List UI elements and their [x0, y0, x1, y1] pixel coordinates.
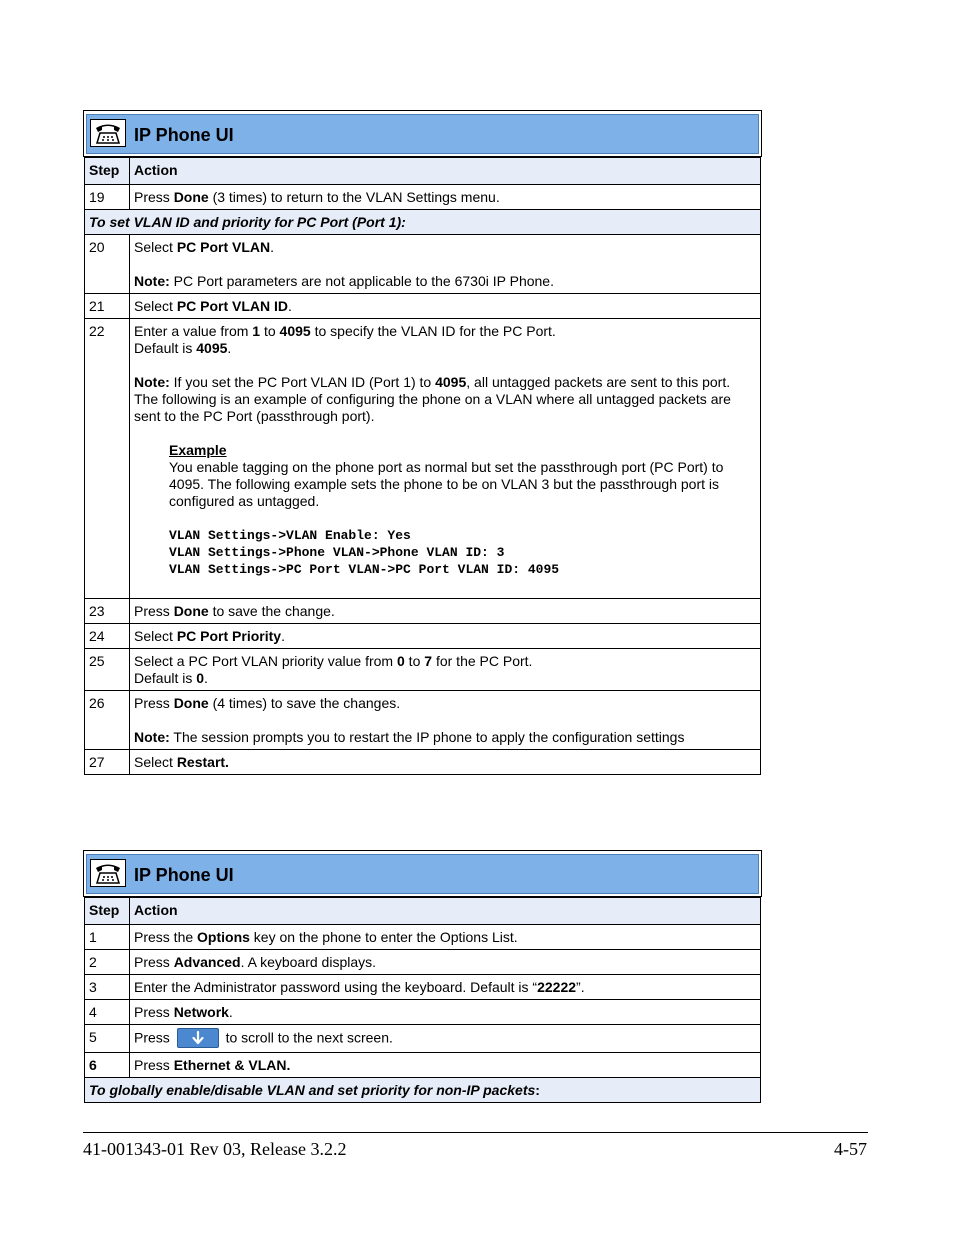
step-number: 25	[85, 649, 130, 691]
table-row	[85, 294, 761, 319]
table-row	[85, 1053, 761, 1078]
step-action: Select PC Port VLAN ID.	[130, 294, 761, 319]
code-line: VLAN Settings->VLAN Enable: Yes	[169, 528, 411, 543]
footer-doc-id: 41-001343-01 Rev 03, Release 3.2.2	[83, 1139, 347, 1159]
steps-table	[84, 897, 761, 1103]
code-line: VLAN Settings->PC Port VLAN->PC Port VLAN ID: 4095	[169, 562, 560, 577]
table-row	[85, 975, 761, 1000]
col-action: Action	[130, 158, 761, 185]
section-row	[85, 210, 761, 235]
col-step: Step	[85, 158, 130, 185]
step-action: Press to scroll to the next screen.	[130, 1025, 761, 1053]
table-row	[85, 319, 761, 599]
step-action: Press Advanced. A keyboard displays.	[130, 950, 761, 975]
step-number: 4	[85, 1000, 130, 1025]
step-action: Enter the Administrator password using the keyboard. Default is “22222”.	[130, 975, 761, 1000]
section-title: To globally enable/disable VLAN and set priority for non-IP packets:	[85, 1078, 761, 1103]
step-action: Press Network.	[130, 1000, 761, 1025]
phone-icon	[90, 119, 126, 147]
step-action: Press Done to save the change.	[130, 599, 761, 624]
page-number: 4-57	[834, 1139, 867, 1159]
step-action: Press Ethernet & VLAN.	[130, 1053, 761, 1078]
table-row	[85, 925, 761, 950]
table-row	[85, 750, 761, 775]
step-number: 1	[85, 925, 130, 950]
col-action: Action	[130, 898, 761, 925]
table-header-bar	[86, 854, 759, 894]
step-action: Select PC Port VLAN. Note: PC Port parameters are not applicable to the 6730i IP Phone.	[130, 235, 761, 294]
col-step: Step	[85, 898, 130, 925]
column-header-row	[85, 158, 761, 185]
table-row	[85, 599, 761, 624]
example-title: Example	[169, 442, 227, 458]
down-arrow-icon	[177, 1028, 219, 1048]
table-title: IP Phone UI	[134, 125, 234, 145]
step-number: 6	[85, 1053, 130, 1078]
step-number: 26	[85, 691, 130, 750]
table-row	[85, 649, 761, 691]
step-action: Enter a value from 1 to 4095 to specify the VLAN ID for the PC Port. Default is 4095. Note: If you set the PC Port VLAN ID (Port 1) to 4095, all untagged packets are sent to this port. The following is an example of configuring the phone on a VLAN where all untagged packets are sent to the PC Port (passthrough port). Example You enable tagging on the phone port as normal but set the passthrough port (PC Port) to 4095. The following example sets the phone to be on VLAN 3 but the passthrough port is configured as untagged. VLAN Settings->VLAN Enable: Yes VLAN Settings->Phone VLAN->Phone VLAN ID: 3 VLAN Settings->PC Port VLAN->PC Port VLAN ID: 4095	[130, 319, 761, 599]
code-line: VLAN Settings->Phone VLAN->Phone VLAN ID: 3	[169, 545, 505, 560]
steps-table	[84, 157, 761, 775]
step-number: 2	[85, 950, 130, 975]
example-block	[169, 442, 756, 595]
table-row	[85, 1000, 761, 1025]
step-action: Select a PC Port VLAN priority value from 0 to 7 for the PC Port. Default is 0.	[130, 649, 761, 691]
column-header-row	[85, 898, 761, 925]
step-number: 20	[85, 235, 130, 294]
example-text: You enable tagging on the phone port as normal but set the passthrough port (PC Port) to 4095. The following example sets the phone to be on VLAN 3 but the passthrough port is configured as untagged.	[169, 459, 724, 509]
step-number: 23	[85, 599, 130, 624]
procedure-table-2	[83, 850, 762, 1103]
table-row	[85, 1025, 761, 1053]
table-row	[85, 691, 761, 750]
table-header	[83, 110, 762, 157]
step-number: 19	[85, 185, 130, 210]
step-number: 27	[85, 750, 130, 775]
step-number: 24	[85, 624, 130, 649]
table-row	[85, 624, 761, 649]
section-row	[85, 1078, 761, 1103]
step-action: Select Restart.	[130, 750, 761, 775]
step-number: 3	[85, 975, 130, 1000]
table-row	[85, 235, 761, 294]
footer-rule	[83, 1132, 868, 1133]
step-number: 5	[85, 1025, 130, 1053]
step-action: Select PC Port Priority.	[130, 624, 761, 649]
step-action: Press the Options key on the phone to enter the Options List.	[130, 925, 761, 950]
table-row	[85, 950, 761, 975]
table-row	[85, 185, 761, 210]
phone-icon	[90, 859, 126, 887]
step-number: 21	[85, 294, 130, 319]
table-header	[83, 850, 762, 897]
step-action: Press Done (4 times) to save the changes. Note: The session prompts you to restart the IP phone to apply the configuration settings	[130, 691, 761, 750]
step-number: 22	[85, 319, 130, 599]
table-title: IP Phone UI	[134, 865, 234, 885]
table-header-bar	[86, 114, 759, 154]
procedure-table-1	[83, 110, 762, 775]
section-title: To set VLAN ID and priority for PC Port (Port 1):	[85, 210, 761, 235]
step-action: Press Done (3 times) to return to the VLAN Settings menu.	[130, 185, 761, 210]
